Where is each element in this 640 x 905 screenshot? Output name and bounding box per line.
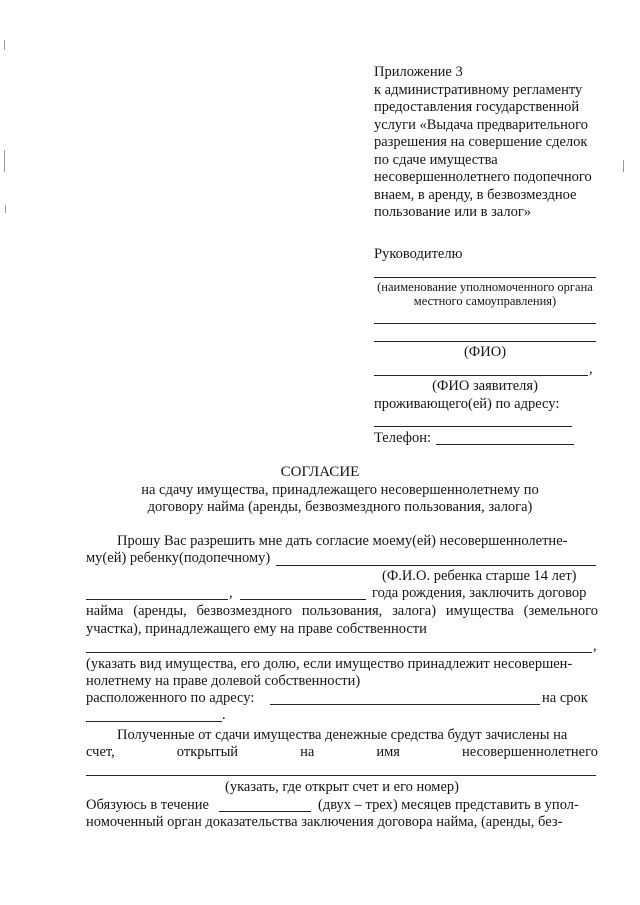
appendix-line: пользование или в залог» <box>374 204 532 220</box>
organ-name-line[interactable] <box>374 277 596 278</box>
obligation-text: Обязуюсь в течение <box>86 797 209 813</box>
word: имя <box>376 744 400 760</box>
applicant-name-line[interactable] <box>374 375 588 376</box>
organ-caption: местного самоуправления) <box>413 294 557 308</box>
child-name-line[interactable] <box>276 565 596 566</box>
obligation-text: (двух – трех) месяцев представить в упол- <box>318 797 579 813</box>
word: безвозмездного <box>196 603 293 619</box>
account-line[interactable] <box>86 775 596 776</box>
term-label: на срок <box>542 690 588 706</box>
fio-caption: (ФИО) <box>463 344 507 360</box>
word: (земельного <box>523 603 598 619</box>
funds-text: Полученные от сдачи имущества денежные средства будут зачислены на <box>117 727 568 743</box>
word: открытый <box>176 744 239 760</box>
addressee-label: Руководителю <box>374 246 463 262</box>
request-text: участка), принадлежащего ему на праве собственности <box>86 621 427 637</box>
appendix-line: несовершеннолетнего подопечного <box>374 169 592 185</box>
phone-line[interactable] <box>436 444 574 445</box>
word: на <box>300 744 315 760</box>
scan-edge-mark <box>4 40 5 50</box>
request-text: года рождения, заключить договор <box>372 585 587 601</box>
appendix-line: к административному регламенту <box>374 82 583 98</box>
word: имущества <box>445 603 514 619</box>
comma: , <box>593 638 597 654</box>
property-caption: (указать вид имущества, его долю, если имущество принадлежит несовершен- <box>86 656 573 672</box>
head-name-line[interactable] <box>374 341 596 342</box>
organ-caption: (наименование уполномоченного органа <box>377 280 593 294</box>
phone-label: Телефон: <box>374 430 432 446</box>
appendix-line: Приложение 3 <box>374 64 463 80</box>
appendix-line: разрешения на совершение сделок <box>374 134 588 150</box>
child-caption: (Ф.И.О. ребенка старше 14 лет) <box>382 568 577 584</box>
document-subtitle: на сдачу имущества, принадлежащего несовершеннолетнему по <box>141 482 539 498</box>
document-title: СОГЛАСИЕ <box>280 464 360 480</box>
word: счет, <box>86 744 115 760</box>
appendix-line: предоставления государственной <box>374 99 580 115</box>
property-line[interactable] <box>86 652 592 653</box>
comma: , <box>229 585 233 601</box>
term-line[interactable] <box>86 721 222 722</box>
head-name-line[interactable] <box>374 323 596 324</box>
comma: , <box>589 361 593 377</box>
word: найма <box>86 603 124 619</box>
obligation-text: номоченный орган доказательства заключения договора найма, (аренды, без- <box>86 814 563 830</box>
request-text: му(ей) ребенку(подопечному) <box>86 550 271 566</box>
applicant-caption: (ФИО заявителя) <box>432 378 538 394</box>
appendix-line: по сдаче имущества <box>374 152 498 168</box>
request-text-justified <box>86 603 598 620</box>
property-caption: нолетнему на праве долевой собственности) <box>86 673 361 689</box>
birth-day-line[interactable] <box>86 599 228 600</box>
account-caption: (указать, где открыт счет и его номер) <box>225 779 459 795</box>
scan-edge-mark <box>4 150 5 172</box>
scan-edge-mark <box>623 160 624 172</box>
months-line[interactable] <box>219 811 311 812</box>
scan-edge-mark <box>5 205 6 213</box>
property-address-line[interactable] <box>270 704 540 705</box>
document-subtitle: договору найма (аренды, безвозмездного пользования, залога) <box>147 499 533 515</box>
word: несовершеннолетнего <box>462 744 598 760</box>
word: (аренды, <box>133 603 187 619</box>
appendix-line: услуги «Выдача предварительного <box>374 117 588 133</box>
period: . <box>222 707 226 723</box>
word: залога) <box>392 603 437 619</box>
birth-year-line[interactable] <box>240 599 366 600</box>
residing-label: проживающего(ей) по адресу: <box>374 396 560 412</box>
request-text: Прошу Вас разрешить мне дать согласие моему(ей) несовершеннолетне- <box>117 533 568 549</box>
address-line[interactable] <box>374 426 572 427</box>
located-label: расположенного по адресу: <box>86 690 255 706</box>
word: пользования, <box>301 603 383 619</box>
appendix-line: внаем, в аренду, в безвозмездное <box>374 187 577 203</box>
funds-text-justified <box>86 744 598 761</box>
